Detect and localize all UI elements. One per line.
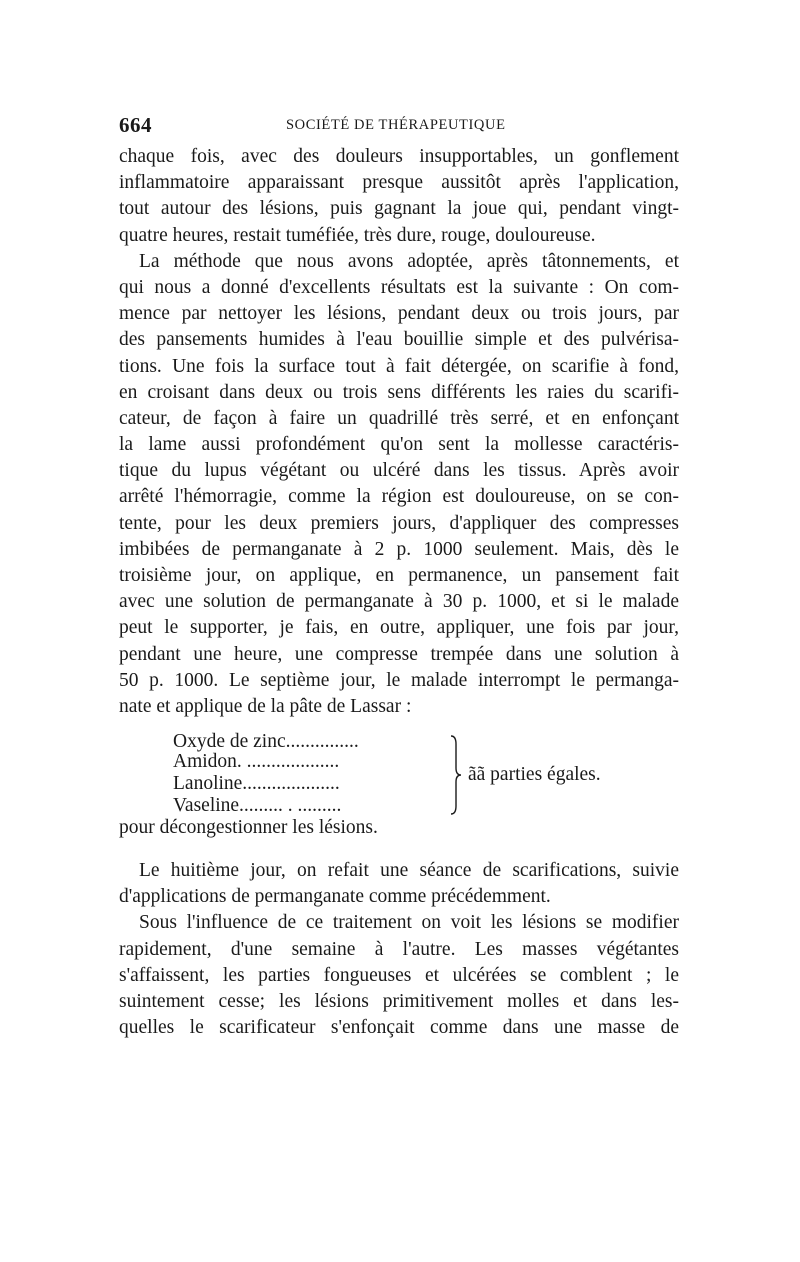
body-text-upper xyxy=(119,144,679,720)
text-line: qui nous a donné d'excellents résultats est la suivante : On com- xyxy=(119,276,679,298)
text-line: pendant une heure, une compresse trempée dans une solution à xyxy=(119,643,679,665)
ingredient-vaseline: Vaseline......... . ......... xyxy=(173,795,342,816)
text-line: des pansements humides à l'eau bouillie simple et des pulvérisa- xyxy=(119,329,679,351)
body-text-recipe-purpose xyxy=(119,815,679,841)
text-line: Sous l'influence de ce traitement on voit les lésions se modifier xyxy=(139,912,679,934)
ingredient-starch: Amidon. ................... xyxy=(173,751,340,772)
text-line: peut le supporter, je fais, en outre, appliquer, une fois par jour, xyxy=(119,617,679,639)
text-line: en croisant dans deux ou trois sens différents les raies du scarifi- xyxy=(119,381,679,403)
ingredient-lanolin: Lanoline.................... xyxy=(173,773,340,794)
text-line: s'affaissent, les parties fongueuses et ulcérées se comblent ; le xyxy=(119,964,679,986)
text-line: quatre heures, restait tuméfiée, très dure, rouge, douloureuse. xyxy=(119,224,596,246)
text-line: inflammatoire apparaissant presque aussitôt après l'application, xyxy=(119,172,679,194)
text-line: tique du lupus végétant ou ulcéré dans les tissus. Après avoir xyxy=(119,460,679,482)
text-line: suintement cesse; les lésions primitivement molles et dans les- xyxy=(119,990,679,1012)
proportion-label: ãã parties égales. xyxy=(468,764,601,785)
text-line: cateur, de façon à faire un quadrillé très serré, et en enfonçant xyxy=(119,407,679,429)
text-line: 50 p. 1000. Le septième jour, le malade interrompt le permanga- xyxy=(119,669,679,691)
text-line: mence par nettoyer les lésions, pendant deux ou trois jours, par xyxy=(119,303,679,325)
ingredient-zinc-oxide: Oxyde de zinc............... xyxy=(173,731,359,752)
text-line: tente, pour les deux premiers jours, d'appliquer des compresses xyxy=(119,512,679,534)
text-line: La méthode que nous avons adoptée, après tâtonnements, et xyxy=(139,250,679,272)
text-line: d'applications de permanganate comme précédemment. xyxy=(119,886,551,908)
text-line: troisième jour, on applique, en permanence, un pansement fait xyxy=(119,565,679,586)
body-text-lower xyxy=(119,858,679,1041)
text-line: avec une solution de permanganate à 30 p. 1000, et si le malade xyxy=(119,591,679,613)
text-line: pour décongestionner les lésions. xyxy=(119,817,378,838)
text-line: la lame aussi profondément qu'on sent la mollesse caractéris- xyxy=(119,434,679,456)
text-line: tout autour des lésions, puis gagnant la joue qui, pendant vingt- xyxy=(119,198,679,220)
curly-brace-icon xyxy=(449,734,463,816)
text-line: rapidement, d'une semaine à l'autre. Les masses végétantes xyxy=(119,938,679,960)
page-number: 664 xyxy=(119,113,152,137)
text-line: Le huitième jour, on refait une séance de scarifications, suivie xyxy=(139,860,679,881)
text-line: arrêté l'hémorragie, comme la région est douloureuse, on se con- xyxy=(119,486,679,508)
text-line: chaque fois, avec des douleurs insupportables, un gonflement xyxy=(119,146,679,167)
text-line: quelles le scarificateur s'enfonçait comme dans une masse de xyxy=(119,1017,679,1039)
text-line: tions. Une fois la surface tout à fait détergée, on scarifie à fond, xyxy=(119,355,679,377)
page-header xyxy=(119,113,679,141)
running-title: SOCIÉTÉ DE THÉRAPEUTIQUE xyxy=(286,117,506,133)
text-line: nate et applique de la pâte de Lassar : xyxy=(119,695,412,717)
text-line: imbibées de permanganate à 2 p. 1000 seulement. Mais, dès le xyxy=(119,538,679,560)
